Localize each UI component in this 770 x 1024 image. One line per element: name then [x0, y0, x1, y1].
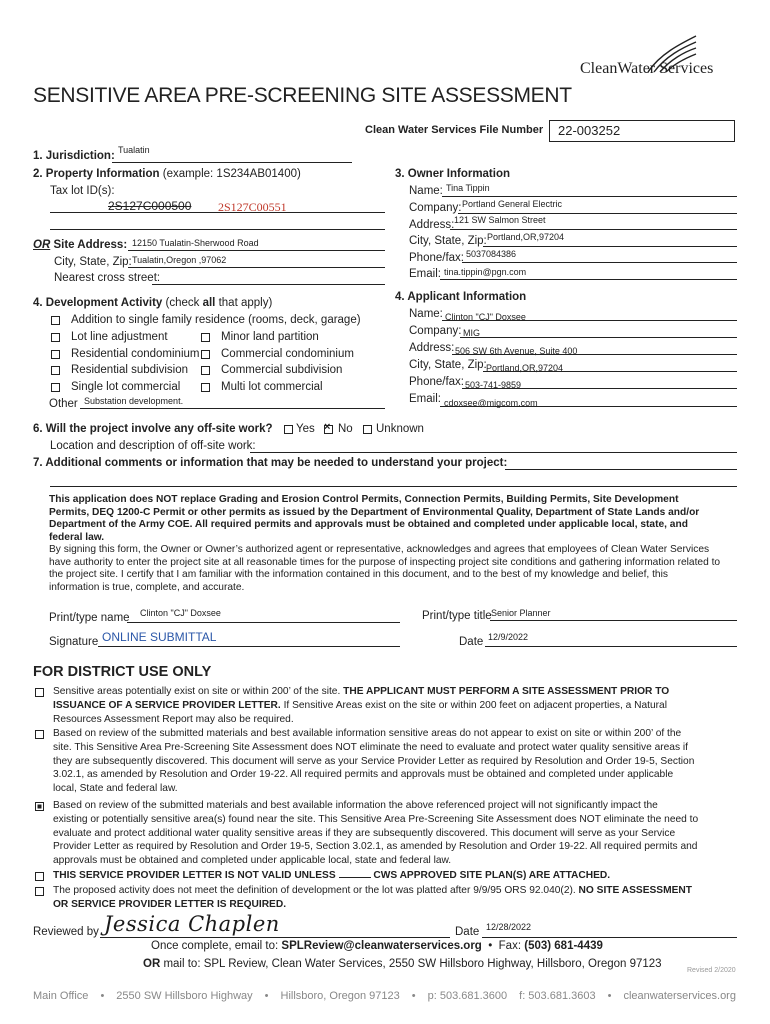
- district-item-2: [53, 727, 753, 796]
- other-value[interactable]: Substation development.: [84, 396, 184, 406]
- applicant-phone-value[interactable]: 503-741-9859: [465, 380, 522, 390]
- opt-com-sub: Commercial subdivision: [221, 364, 343, 376]
- district-item-4a: THIS SERVICE PROVIDER LETTER IS NOT VALID UNLESS: [53, 870, 336, 881]
- owner-company-label: Company:: [409, 202, 462, 214]
- applicant-address-label: Address:: [409, 342, 455, 354]
- owner-company-value[interactable]: Portland General Electric: [462, 199, 563, 209]
- owner-city-label: City, State, Zip:: [409, 235, 487, 247]
- submit-line-1: [151, 940, 603, 952]
- development-heading-all: all: [202, 297, 216, 309]
- footer-address: 2550 SW Hillsboro Highway: [116, 990, 253, 1002]
- footer-sep: •: [411, 990, 416, 1002]
- opt-res-condo: Residential condominium: [71, 348, 200, 360]
- checkbox-district-1[interactable]: [35, 688, 44, 697]
- site-address-label: Site Address:: [53, 239, 128, 251]
- checkbox-offsite-yes[interactable]: [284, 425, 293, 434]
- site-address-row: [33, 239, 127, 251]
- applicant-company-value[interactable]: MIG: [463, 328, 480, 338]
- opt-minor-land: Minor land partition: [221, 331, 319, 343]
- owner-address-value[interactable]: 121 SW Salmon Street: [454, 215, 546, 225]
- checkbox-addition[interactable]: [51, 316, 60, 325]
- jurisdiction-value[interactable]: Tualatin: [118, 145, 150, 155]
- applicant-name-value[interactable]: Clinton "CJ" Doxsee: [445, 312, 526, 322]
- development-heading: 4. Development Activity: [33, 297, 163, 309]
- district-item-3-l1: Based on review of the submitted materials and best available information the above referenced project will not significantly impact the: [53, 800, 658, 811]
- offsite-yes: Yes: [296, 423, 315, 435]
- opt-multi-lot: Multi lot commercial: [221, 381, 323, 393]
- disclaimer-bold: This application does NOT replace Grading and Erosion Control Permits, Connection Permits, Building Permits, Site Development Permits, DEQ 1200-C Permit or other permits as issued by the Department of Environmental Quality, Department of State Lands and/or Department of the Army COE. All required permits and approvals must be obtained and completed under applicable local, state, and federal law.: [49, 494, 700, 543]
- logo-text: CleanWater Services: [580, 60, 714, 77]
- district-item-2-l3: they are subsequently discovered. This document will serve as your Service Provider Letter as required by Resolution and Order 19-5, Section: [53, 755, 695, 767]
- signature-label: Signature: [49, 636, 99, 648]
- opt-com-condo: Commercial condominium: [221, 348, 354, 360]
- owner-address-label: Address:: [409, 219, 455, 231]
- owner-city-value[interactable]: Portland,OR,97204: [487, 232, 565, 242]
- logo: [580, 34, 740, 80]
- or-label: OR: [33, 239, 51, 251]
- reviewed-date-label: Date: [455, 926, 480, 938]
- district-item-1d: If Sensitive Areas exist on the site or within 200 feet on adjacent properties, a Natural: [283, 699, 667, 711]
- applicant-name-label: Name:: [409, 308, 443, 320]
- checkbox-multi-lot[interactable]: [201, 383, 210, 392]
- district-item-2-l4: 3.02.1, as amended by Resolution and Order 19-22. All required permits and approvals must be obtained and completed under applicable: [53, 769, 674, 781]
- owner-name-value[interactable]: Tina Tippin: [446, 183, 490, 193]
- sign-date-label: Date: [459, 636, 484, 648]
- submit-mail: mail to: SPL Review, Clean Water Services, 2550 SW Hillsboro Highway, Hillsboro, Oregon 97123: [163, 958, 662, 970]
- file-number-label: Clean Water Services File Number: [365, 124, 544, 136]
- checkbox-offsite-unknown[interactable]: [363, 425, 372, 434]
- district-item-1a: Sensitive areas potentially exist on site or within 200’ of the site.: [53, 686, 341, 697]
- sign-date-value[interactable]: 12/9/2022: [488, 632, 529, 642]
- checkbox-res-condo[interactable]: [51, 350, 60, 359]
- opt-single-lot: Single lot commercial: [71, 381, 181, 393]
- property-heading-row: [33, 168, 301, 180]
- applicant-email-label: Email:: [409, 393, 441, 405]
- other-label: Other: [49, 398, 78, 410]
- district-item-3-l2: existing or potentially sensitive area(s) found near the site. This Sensitive Area Pre-Screening Site Assessment does NOT eliminate the need to: [53, 813, 699, 825]
- footer-sep: •: [264, 990, 269, 1002]
- submit-email[interactable]: SPLReview@cleanwaterservices.org: [281, 940, 482, 952]
- submit-fax: (503) 681-4439: [524, 940, 603, 952]
- site-address-value[interactable]: 12150 Tualatin-Sherwood Road: [132, 238, 259, 248]
- district-item-1e: Resources Assessment Report may also be required.: [53, 713, 294, 725]
- footer-fax: f: 503.681.3603: [519, 990, 596, 1002]
- reviewed-date-value: 12/28/2022: [486, 922, 532, 932]
- owner-phone-value[interactable]: 5037084386: [466, 249, 517, 259]
- opt-lot-line: Lot line adjustment: [71, 331, 168, 343]
- disclaimer-text: By signing this form, the Owner or Owner’s authorized agent or representative, acknowledges and agrees that employees of Clean Water Services have authority to enter the project site at all reasonable times for the purpose of inspecting project site conditions and gathering information related to the project site. I certify that I am familiar with the information contained in this document, and to the best of my knowledge and belief, this information is true, complete, and accurate.: [49, 544, 721, 593]
- applicant-email-value[interactable]: cdoxsee@migcom.com: [444, 398, 538, 408]
- checkbox-res-sub[interactable]: [51, 366, 60, 375]
- checkbox-com-sub[interactable]: [201, 366, 210, 375]
- opt-addition: Addition to single family residence (rooms, deck, garage): [71, 314, 361, 326]
- print-title-value[interactable]: Senior Planner: [491, 608, 551, 618]
- district-item-1c: ISSUANCE OF A SERVICE PROVIDER LETTER.: [53, 699, 281, 711]
- applicant-company-label: Company:: [409, 325, 462, 337]
- footer-city: Hillsboro, Oregon 97123: [280, 990, 400, 1002]
- district-heading: FOR DISTRICT USE ONLY: [33, 664, 212, 680]
- development-heading-b: that apply): [218, 297, 273, 309]
- file-number-box[interactable]: [549, 120, 735, 142]
- print-name-label: Print/type name: [49, 612, 130, 624]
- checkbox-district-5[interactable]: [35, 887, 44, 896]
- opt-res-sub: Residential subdivision: [71, 364, 188, 376]
- footer-main-office: Main Office: [33, 990, 89, 1002]
- district-item-2-l5: local, State and federal law.: [53, 783, 178, 795]
- tax-lot-label: Tax lot ID(s):: [50, 185, 115, 197]
- file-number-value: 22-003252: [558, 123, 621, 138]
- offsite-location-label: Location and description of off-site work:: [50, 440, 256, 452]
- owner-heading: 3. Owner Information: [395, 168, 511, 180]
- checkbox-com-condo[interactable]: [201, 350, 210, 359]
- district-item-2-l1: Based on review of the submitted materials and best available information sensitive areas do not appear to exist on site or within 200’ of the: [53, 728, 682, 739]
- footer-web[interactable]: cleanwaterservices.org: [623, 990, 736, 1002]
- offsite-no: No: [338, 423, 353, 435]
- signature-value[interactable]: ONLINE SUBMITTAL: [102, 630, 217, 644]
- site-city-label: City, State, Zip:: [54, 256, 132, 268]
- print-title-label: Print/type title: [422, 610, 492, 622]
- owner-email-value[interactable]: tina.tippin@pgn.com: [444, 267, 527, 277]
- district-item-3-l5: approvals must be obtained and completed under applicable local, state and federal law.: [53, 855, 452, 867]
- checkbox-lot-line[interactable]: [51, 333, 60, 342]
- district-item-5a: The proposed activity does not meet the definition of development or the lot was platted after 9/9/95 ORS 92.040(2).: [53, 885, 576, 896]
- page-title: SENSITIVE AREA PRE-SCREENING SITE ASSESSMENT: [33, 84, 572, 107]
- footer-sep: •: [607, 990, 612, 1002]
- property-heading: 2. Property Information: [33, 168, 160, 180]
- checkbox-minor-land[interactable]: [201, 333, 210, 342]
- district-item-4: [53, 869, 610, 883]
- tax-lot-struck: 2S127C000500: [108, 199, 192, 213]
- checkbox-district-4[interactable]: [35, 872, 44, 881]
- reviewed-label: Reviewed by: [33, 926, 99, 938]
- jurisdiction-label: 1. Jurisdiction:: [33, 150, 115, 162]
- footer-sep: •: [100, 990, 105, 1002]
- site-city-value[interactable]: Tualatin,Oregon ,97062: [132, 255, 227, 265]
- submit-fax-label: Fax:: [498, 940, 522, 952]
- owner-phone-label: Phone/fax:: [409, 252, 464, 264]
- footer: [33, 990, 743, 1002]
- development-heading-row: [33, 297, 272, 309]
- district-item-1b: THE APPLICANT MUST PERFORM A SITE ASSESSMENT PRIOR TO: [343, 686, 670, 697]
- cross-street-label: Nearest cross street:: [54, 272, 161, 284]
- offsite-unknown: Unknown: [376, 423, 424, 435]
- applicant-address-value[interactable]: 506 SW 6th Avenue, Suite 400: [455, 346, 578, 356]
- checkbox-district-3[interactable]: [35, 802, 44, 811]
- applicant-heading: 4. Applicant Information: [395, 291, 527, 303]
- reviewer-signature: Jessica Chaplen: [104, 912, 280, 936]
- district-item-1: [53, 685, 743, 726]
- applicant-city-label: City, State, Zip:: [409, 359, 487, 371]
- offsite-question: 6. Will the project involve any off-site work?: [33, 423, 273, 435]
- checkbox-single-lot[interactable]: [51, 383, 60, 392]
- submit-prefix: Once complete, email to:: [151, 940, 279, 952]
- property-example: (example: 1S234AB01400): [162, 168, 301, 180]
- footer-phone: p: 503.681.3600: [427, 990, 508, 1002]
- district-item-5: [53, 884, 753, 912]
- checkbox-offsite-no[interactable]: [324, 425, 333, 434]
- district-item-2-l2: site. This Sensitive Area Pre-Screening Site Assessment does NOT eliminate the need to evaluate and protect water quality sensitive areas if: [53, 741, 688, 753]
- submit-or: OR: [143, 958, 161, 970]
- applicant-phone-label: Phone/fax:: [409, 376, 464, 388]
- tax-lot-value[interactable]: 2S127C00551: [218, 200, 287, 214]
- district-item-3-l3: evaluate and protect additional water quality sensitive areas if they are subsequently discovered. This document will serve as your Service: [53, 827, 676, 839]
- district-item-4b: CWS APPROVED SITE PLAN(S) ARE ATTACHED.: [373, 870, 611, 881]
- district-item-5c: OR SERVICE PROVIDER LETTER IS REQUIRED.: [53, 898, 287, 910]
- owner-name-label: Name:: [409, 185, 443, 197]
- district-item-5b: NO SITE ASSESSMENT: [578, 885, 692, 896]
- owner-email-label: Email:: [409, 268, 441, 280]
- district-item-3: [53, 799, 753, 868]
- checkbox-district-2[interactable]: [35, 730, 44, 739]
- submit-line-2: [143, 958, 662, 970]
- submit-bullet: •: [488, 940, 493, 952]
- district-item-3-l4: Provider Letter as required by Resolution and Order 19-5, Section 3.02.1, as amended by Resolution and Order 19-22. All required permits and: [53, 841, 698, 853]
- applicant-city-value[interactable]: Portland,OR,97204: [486, 363, 564, 373]
- print-name-value[interactable]: Clinton "CJ" Doxsee: [140, 608, 221, 618]
- development-heading-a: (check: [165, 297, 200, 309]
- comments-label: 7. Additional comments or information that may be needed to understand your project:: [33, 457, 508, 469]
- revised-note: Revised 2/2020: [687, 967, 736, 974]
